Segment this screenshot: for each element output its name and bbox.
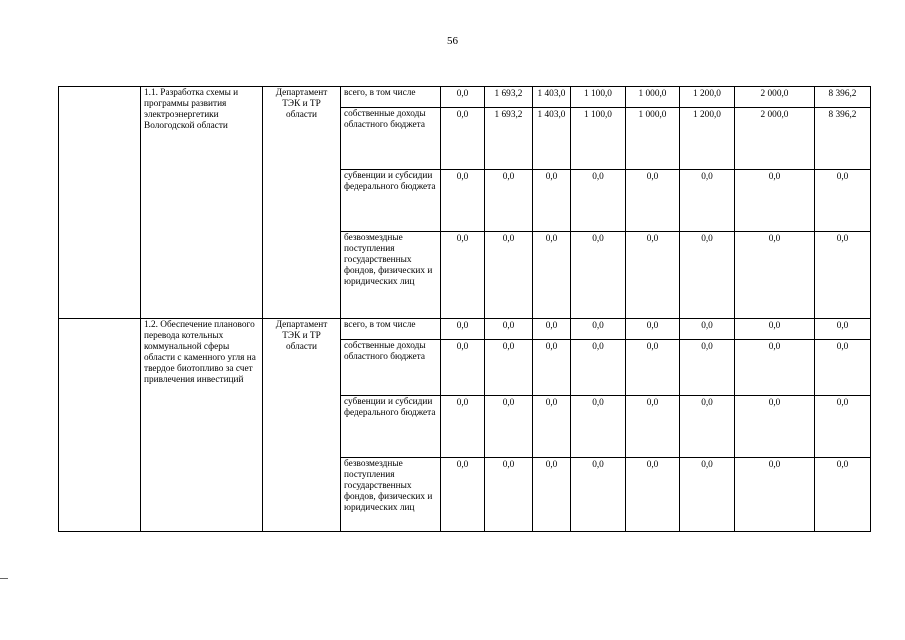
value-cell: 0,0 — [680, 232, 735, 319]
funding-source: собственные доходы областного бюджета — [341, 108, 441, 170]
value-cell: 0,0 — [571, 396, 626, 458]
value-cell: 0,0 — [626, 232, 680, 319]
measure-block-2 — [59, 319, 871, 532]
value-cell: 0,0 — [441, 319, 485, 340]
funding-source: безвозмездные поступления государственных фондов, физических и юридических лиц — [341, 458, 441, 532]
value-cell: 0,0 — [571, 232, 626, 319]
value-cell: 0,0 — [571, 340, 626, 396]
value-cell: 0,0 — [441, 108, 485, 170]
value-cell: 0,0 — [626, 340, 680, 396]
value-cell: 0,0 — [680, 340, 735, 396]
value-cell: 0,0 — [626, 458, 680, 532]
funding-source: собственные доходы областного бюджета — [341, 340, 441, 396]
value-cell: 2 000,0 — [735, 87, 815, 108]
value-cell: 1 403,0 — [533, 87, 571, 108]
total-value-cell: 0,0 — [815, 458, 871, 532]
value-cell: 0,0 — [680, 319, 735, 340]
measure-block-1 — [59, 87, 871, 319]
budget-table — [58, 86, 871, 532]
value-cell: 0,0 — [735, 319, 815, 340]
value-cell: 0,0 — [735, 232, 815, 319]
funding-source: субвенции и субсидии федерального бюджета — [341, 170, 441, 232]
value-cell: 0,0 — [533, 170, 571, 232]
value-cell: 0,0 — [485, 170, 533, 232]
page-number: 56 — [447, 35, 458, 47]
value-cell: 0,0 — [680, 458, 735, 532]
value-cell: 1 100,0 — [571, 87, 626, 108]
value-cell: 0,0 — [485, 458, 533, 532]
value-cell: 0,0 — [735, 396, 815, 458]
value-cell: 0,0 — [533, 340, 571, 396]
value-cell: 0,0 — [441, 170, 485, 232]
value-cell: 0,0 — [533, 232, 571, 319]
department-cell: Департамент ТЭК и ТР области — [263, 87, 341, 319]
total-value-cell: 0,0 — [815, 340, 871, 396]
value-cell: 0,0 — [571, 319, 626, 340]
value-cell: 1 100,0 — [571, 108, 626, 170]
empty-cell — [59, 87, 141, 319]
value-cell: 0,0 — [680, 396, 735, 458]
funding-source: всего, в том числе — [341, 319, 441, 340]
empty-cell — [59, 319, 141, 532]
value-cell: 0,0 — [485, 319, 533, 340]
funding-source: всего, в том числе — [341, 87, 441, 108]
value-cell: 0,0 — [680, 170, 735, 232]
value-cell: 0,0 — [571, 170, 626, 232]
value-cell: 1 693,2 — [485, 87, 533, 108]
value-cell: 0,0 — [441, 396, 485, 458]
value-cell: 2 000,0 — [735, 108, 815, 170]
margin-mark — [0, 578, 8, 579]
funding-source: субвенции и субсидии федерального бюджета — [341, 396, 441, 458]
total-value-cell: 0,0 — [815, 170, 871, 232]
total-value-cell: 8 396,2 — [815, 87, 871, 108]
value-cell: 0,0 — [626, 170, 680, 232]
total-value-cell: 0,0 — [815, 319, 871, 340]
value-cell: 0,0 — [533, 396, 571, 458]
total-value-cell: 0,0 — [815, 232, 871, 319]
value-cell: 0,0 — [533, 319, 571, 340]
department-cell: Департамент ТЭК и ТР области — [263, 319, 341, 532]
value-cell: 0,0 — [571, 458, 626, 532]
value-cell: 0,0 — [735, 170, 815, 232]
value-cell: 0,0 — [626, 396, 680, 458]
value-cell: 0,0 — [441, 458, 485, 532]
table-row — [59, 319, 871, 340]
value-cell: 0,0 — [626, 319, 680, 340]
value-cell: 1 200,0 — [680, 108, 735, 170]
value-cell: 0,0 — [441, 340, 485, 396]
value-cell: 0,0 — [441, 87, 485, 108]
value-cell: 1 693,2 — [485, 108, 533, 170]
value-cell: 1 200,0 — [680, 87, 735, 108]
funding-source: безвозмездные поступления государственных фондов, физических и юридических лиц — [341, 232, 441, 319]
table-row — [59, 87, 871, 108]
value-cell: 0,0 — [735, 458, 815, 532]
total-value-cell: 8 396,2 — [815, 108, 871, 170]
value-cell: 1 000,0 — [626, 108, 680, 170]
value-cell: 0,0 — [485, 396, 533, 458]
value-cell: 1 403,0 — [533, 108, 571, 170]
value-cell: 0,0 — [533, 458, 571, 532]
measure-title: 1.2. Обеспечение планового перевода котельных коммунальной сферы области с каменного угля на твердое биотопливо за счет привлечения инвестиций — [141, 319, 263, 532]
total-value-cell: 0,0 — [815, 396, 871, 458]
value-cell: 0,0 — [485, 232, 533, 319]
value-cell: 0,0 — [485, 340, 533, 396]
value-cell: 0,0 — [441, 232, 485, 319]
measure-title: 1.1. Разработка схемы и программы развития электроэнергетики Вологодской области — [141, 87, 263, 319]
value-cell: 0,0 — [735, 340, 815, 396]
value-cell: 1 000,0 — [626, 87, 680, 108]
